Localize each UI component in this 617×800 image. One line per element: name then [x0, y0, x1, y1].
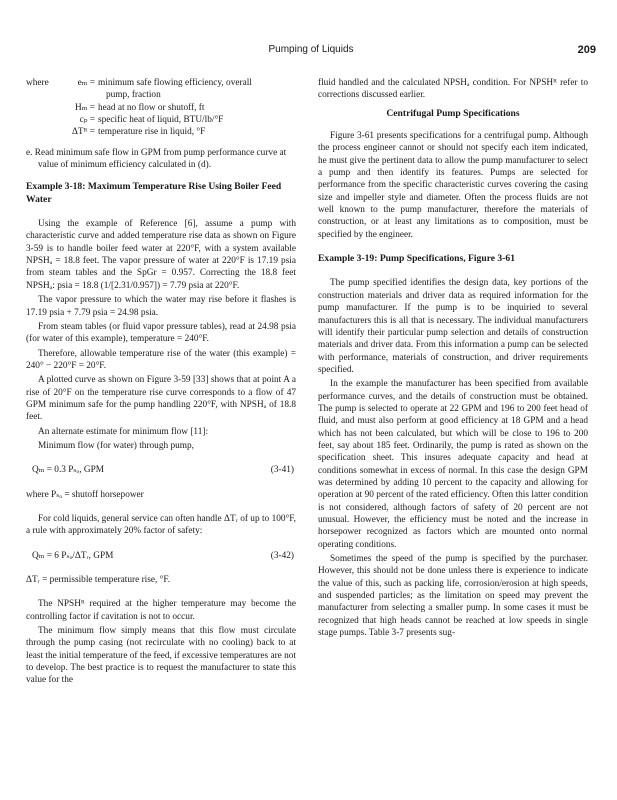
definition-lead — [26, 114, 62, 126]
equation-expression: Qₘ = 6 Pₛₒ/ΔTᵣ, GPM — [32, 550, 114, 561]
paragraph: A plotted curve as shown on Figure 3-59 [33] shows that at point A a rise of 20°F on the temperature rise curve corresponds to a flow of 47 GPM minimum safe for the pump handling 220°F, with NPSHₐ of 18.8 feet. — [26, 375, 296, 423]
paragraph: In the example the manufacturer has been specified from available performance curves, and the details of construction must be obtained. The pump is selected to operate at 22 GPM and 196 to 200 feet head of fluid, and must also perform at good efficiency at 18 GPM and a head which has not been calculated, but which will be close to 196 to 200 feet, say about 185 feet. Ordinarily, the pump is rated as shown on the specification sheet. This insures adequate capacity and head at conditions somewhat in excess of normal. In this case the design GPM was determined by adding 10 percent to the capacity and allowing for operation at 90 percent of the rated efficiency. Often this latter condition is not considered, although factors of safety of 20 percent are not unusual. However, the efficiency must be noted and the increase in horsepower recognized as factors which are mounted onto normal operating conditions. — [318, 379, 588, 550]
paragraph: The pump specified identifies the design data, key portions of the construction materials and driver data as required information for the pump manufacturer. If the pump is to be inquiried to several manufacturers this is all that is necessary. The individual manufacturers will identify their particular pump selection and details of construction materials and driver data. From this information a pump can be selected with performance, materials of construction, and driver requirements specified. — [318, 278, 588, 375]
paragraph: Therefore, allowable temperature rise of the water (this example) = 240° − 220°F = 20°F. — [26, 348, 296, 371]
definition-lead — [26, 126, 62, 138]
equation-where: ΔTᵣ = permissible temperature rise, °F. — [26, 575, 171, 585]
definition-lead: where — [26, 78, 49, 88]
variable-definitions — [26, 77, 296, 139]
paragraph: Minimum flow (for water) through pump, — [38, 440, 194, 451]
definition-row — [26, 126, 296, 138]
example-3-18-heading: Example 3-18: Maximum Temperature Rise Using Boiler Feed Water — [26, 181, 282, 205]
definition-row — [26, 77, 296, 102]
paragraph: Sometimes the speed of the pump is specified by the purchaser. However, this should not be done unless there is experience to indicate the value of this, such as packing life, corrosion/erosion at high speeds, and suspended particles; as the limitation on speed may prevent the manufacturer from selecting a smaller pump. In some cases it must be recognized that high heads cannot be reached at low speeds in single stage pumps. Table 3-7 presents sug- — [318, 554, 588, 639]
definition-symbol: cₚ = — [79, 115, 95, 126]
definition-text — [98, 77, 296, 102]
definition-text: temperature rise in liquid, °F — [98, 127, 206, 138]
definition-row — [26, 114, 296, 126]
equation-number: (3-41) — [270, 465, 294, 476]
paragraph: The minimum flow simply means that this flow must circulate through the pump casing (not recirculate with no cooling) back to at least the initial temperature of the feed, if excessive temperatures are not to develop. The best practice is to request the manufacturer to state this value for the — [26, 626, 297, 686]
procedure-step-e: e. Read minimum safe flow in GPM from pump performance curve at value of minimum efficiency calculated in (d). — [26, 147, 287, 171]
equation-where: where Pₛₒ = shutoff horsepower — [26, 489, 144, 500]
equation-3-42 — [26, 550, 296, 562]
equation-number: (3-42) — [270, 550, 294, 561]
definition-row — [26, 102, 296, 114]
definition-text-line: minimum safe flowing efficiency, overall — [98, 78, 252, 88]
definition-text: head at no flow or shutoff, ft — [98, 102, 205, 113]
definition-text: specific heat of liquid, BTU/lb/°F — [98, 115, 224, 126]
paragraph: The NPSHᴿ required at the higher temperature may become the controlling factor if cavitation is not to occur. — [26, 599, 296, 622]
definition-symbol: eₘ = — [77, 78, 95, 88]
paragraph: An alternate estimate for minimum flow [11]: — [38, 426, 209, 437]
centrifugal-pump-specifications-heading: Centrifugal Pump Specifications — [386, 107, 520, 119]
example-3-19-heading: Example 3-19: Pump Specifications, Figure 3-61 — [318, 253, 516, 265]
left-column — [26, 77, 296, 689]
definition-symbol: Hₘ = — [75, 102, 95, 113]
page-number: 209 — [577, 44, 596, 56]
right-column — [318, 77, 588, 641]
paragraph: For cold liquids, general service can often handle ΔTᵣ of up to 100°F, a rule with approximately 20% factor of safety: — [26, 513, 296, 537]
definition-text-continued: pump, fraction — [106, 90, 161, 101]
paragraph: fluid handled and the calculated NPSHₐ condition. For NPSHᴿ refer to corrections discussed earlier. — [318, 78, 588, 101]
paragraph: Figure 3-61 presents specifications for a centrifugal pump. Although the process engineer cannot or should not specify each item indicated, he must give the pertinent data to allow the pump manufacturer to select a pump and then identify its features. Pumps are selected for performance from the specific characteristic curves covering the casing size and impeller style and diameter. Often the process fluids are not well known to the pump manufacturer, therefore the materials of construction, or at least any limitations as to composition, must be specified by the engineer. — [318, 131, 588, 240]
page-header — [26, 44, 596, 60]
equation-3-41 — [26, 464, 296, 476]
definition-lead — [26, 102, 62, 114]
running-head: Pumping of Liquids — [268, 44, 354, 55]
paragraph: The vapor pressure to which the water may rise before it flashes is 17.19 psia + 7.79 psia = 24.98 psia. — [26, 295, 296, 318]
equation-expression: Qₘ = 0.3 Pₛₒ, GPM — [32, 465, 105, 476]
definition-symbol: ΔTᴿ = — [71, 127, 95, 138]
paragraph: Using the example of Reference [6], assume a pump with characteristic curve and added temperature rise data as shown on Figure 3-59 is to handle boiler feed water at 220°F, with a system available NPSHₐ = 18.8 feet. The vapor pressure of water at 220°F is 17.19 psia from steam tables and the SpGr = 0.957. Correcting the 18.8 feet NPSHₐ: psia = 18.8 (1/[2.31/0.957]) = 7.79 psia at 220°F. — [26, 219, 296, 291]
paragraph: From steam tables (or fluid vapor pressure tables), read at 24.98 psia (for water of this example), temperature = 240°F. — [26, 321, 296, 345]
